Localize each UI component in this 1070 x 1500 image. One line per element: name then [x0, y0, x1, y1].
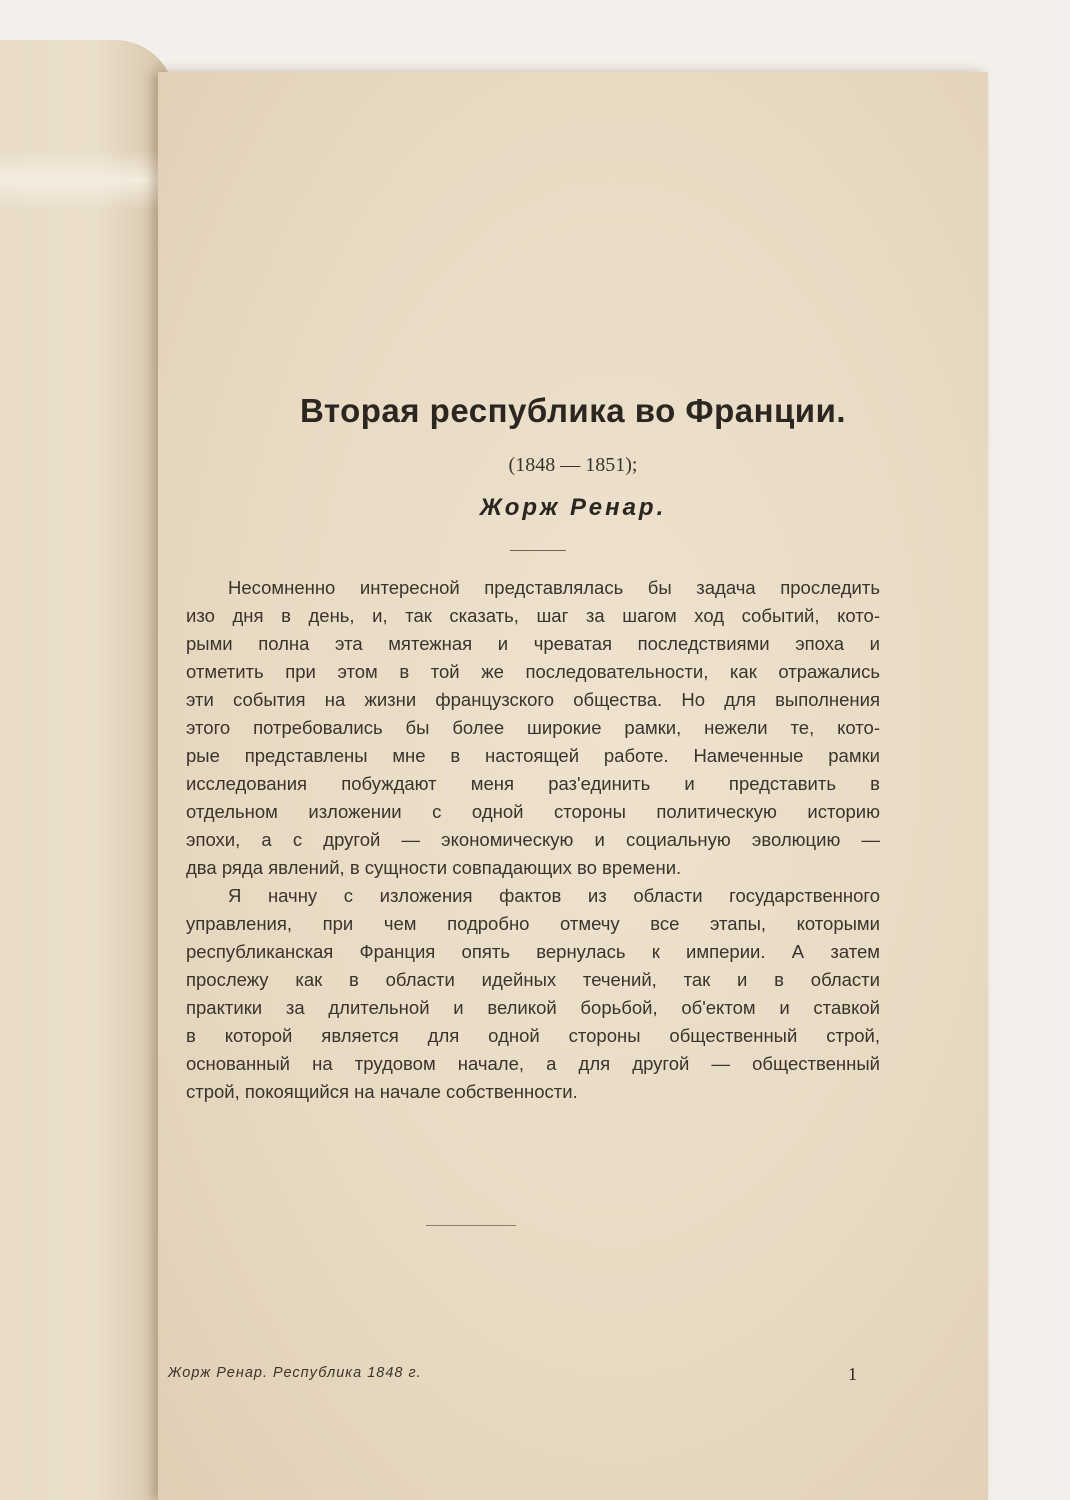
text-line: исследования побуждают меня раз'единить и представить в — [186, 773, 880, 794]
left-page-fold — [0, 150, 165, 210]
text-line: управления, при чем подробно отмечу все этапы, которыми — [186, 913, 880, 934]
text-line: основанный на трудовом начале, а для другой — общественный — [186, 1053, 880, 1074]
text-line: республиканская Франция опять вернулась к империи. А затем — [186, 941, 880, 962]
text-line: отдельном изложении с одной стороны политическую историю — [186, 801, 880, 822]
left-page-edge — [0, 40, 175, 1500]
text-line: прослежу как в области идейных течений, так и в области — [186, 969, 880, 990]
page-number: 1 — [848, 1364, 857, 1384]
chapter-author: Жорж Ренар. — [479, 494, 667, 521]
text-line: рыми полна эта мятежная и чреватая последствиями эпоха и — [186, 633, 880, 654]
text-line: Я начну с изложения фактов из области государственного — [228, 885, 880, 906]
body-text — [186, 574, 880, 1106]
text-line: практики за длительной и великой борьбой, об'ектом и ставкой — [186, 997, 880, 1018]
text-line: отметить при этом в той же последовательности, как отражались — [186, 661, 880, 682]
text-line: два ряда явлений, в сущности совпадающих во времени. — [186, 857, 682, 878]
chapter-title: Вторая республика во Франции. — [299, 392, 847, 429]
text-line: Несомненно интересной представлялась бы задача проследить — [228, 577, 880, 598]
text-line: эпохи, а с другой — экономическую и социальную эволюцию — — [186, 829, 880, 850]
text-line: эти события на жизни французского общества. Но для выполнения — [186, 689, 880, 710]
text-line: изо дня в день, и, так сказать, шаг за шагом ход событий, кото- — [186, 605, 880, 626]
text-line: в которой является для одной стороны общественный строй, — [186, 1025, 880, 1046]
text-line: этого потребовались бы более широкие рамки, нежели те, кото- — [186, 717, 880, 738]
chapter-dates: (1848 — 1851); — [508, 454, 638, 476]
text-line: строй, покоящийся на начале собственности. — [186, 1081, 578, 1102]
page-footer: Жорж Ренар. Республика 1848 г. — [168, 1365, 422, 1381]
book-page — [158, 72, 988, 1500]
section-divider — [426, 1225, 516, 1226]
text-line: рые представлены мне в настоящей работе. Намеченные рамки — [186, 745, 880, 766]
title-divider — [510, 550, 566, 551]
